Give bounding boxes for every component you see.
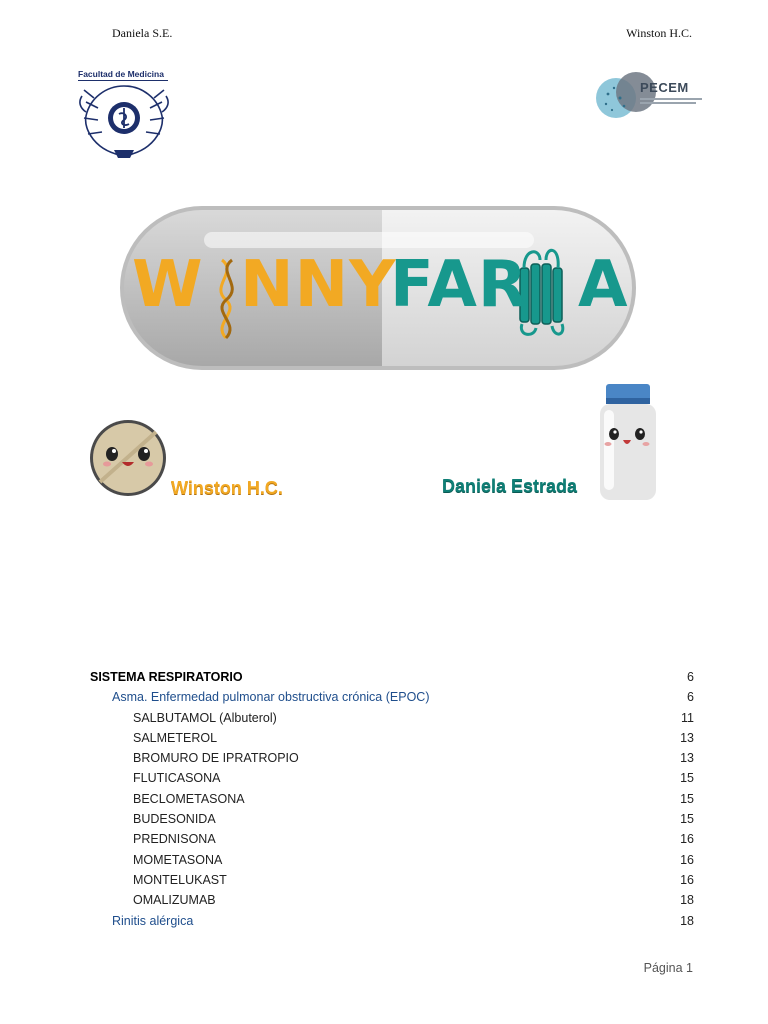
toc-entry-page: 16 bbox=[680, 872, 694, 887]
toc-entry-label[interactable]: SALBUTAMOL (Albuterol) bbox=[133, 710, 277, 725]
pecem-logo-text: PECEM bbox=[640, 80, 689, 95]
toc-entry[interactable] bbox=[90, 810, 694, 830]
toc-entry-page: 6 bbox=[687, 690, 694, 705]
toc-entry-label[interactable]: SISTEMA RESPIRATORIO bbox=[90, 670, 243, 684]
toc-entry-label[interactable]: SALMETEROL bbox=[133, 730, 218, 745]
header-right-author: Winston H.C. bbox=[626, 26, 692, 40]
banner-letters-w: W bbox=[132, 248, 204, 322]
toc-entry-label[interactable]: MOMETASONA bbox=[133, 852, 223, 867]
toc-entry[interactable] bbox=[90, 668, 694, 688]
banner-letters-a: A bbox=[578, 248, 629, 322]
toc-entry[interactable] bbox=[90, 769, 694, 789]
author-name-winston: Winston H.C. bbox=[171, 478, 283, 498]
toc-entry[interactable] bbox=[90, 749, 694, 769]
banner-letters-nny: NNY bbox=[240, 248, 397, 322]
toc-entry-label[interactable]: Rinitis alérgica bbox=[112, 913, 194, 928]
toc-entry-label[interactable]: BECLOMETASONA bbox=[133, 791, 245, 806]
faculty-logo-title: Facultad de Medicina bbox=[78, 69, 164, 79]
toc-entry-page: 15 bbox=[680, 791, 694, 806]
page-number: Página 1 bbox=[643, 961, 693, 975]
toc-entry[interactable] bbox=[90, 830, 694, 850]
toc-entry-page: 16 bbox=[680, 852, 694, 867]
toc-entry-label[interactable]: OMALIZUMAB bbox=[133, 893, 216, 908]
toc-entry-label[interactable]: FLUTICASONA bbox=[133, 771, 221, 786]
toc-entry[interactable] bbox=[90, 688, 694, 708]
toc-entry-page: 11 bbox=[681, 710, 694, 725]
toc-entry-page: 13 bbox=[680, 751, 694, 766]
toc-entry[interactable] bbox=[90, 851, 694, 871]
toc-entry[interactable] bbox=[90, 729, 694, 749]
toc-entry-page: 16 bbox=[680, 832, 694, 847]
toc-entry-label[interactable]: BUDESONIDA bbox=[133, 812, 216, 827]
toc-entry-label[interactable]: Asma. Enfermedad pulmonar obstructiva crónica (EPOC) bbox=[112, 690, 430, 705]
table-of-contents bbox=[90, 668, 694, 932]
author-name-daniela: Daniela Estrada bbox=[442, 476, 578, 496]
toc-entry-label[interactable]: PREDNISONA bbox=[133, 832, 216, 847]
toc-entry-label[interactable]: MONTELUKAST bbox=[133, 872, 227, 887]
toc-entry-page: 18 bbox=[680, 913, 694, 928]
toc-entry-page: 18 bbox=[680, 893, 694, 908]
faculty-seal-logo bbox=[76, 68, 172, 162]
toc-entry[interactable] bbox=[90, 912, 694, 932]
toc-entry-page: 13 bbox=[680, 730, 694, 745]
toc-entry[interactable] bbox=[90, 709, 694, 729]
banner-letters-far: FAR bbox=[390, 248, 529, 322]
toc-entry-page: 15 bbox=[680, 812, 694, 827]
tablet-character-illustration bbox=[88, 418, 168, 498]
toc-entry-page: 6 bbox=[687, 670, 694, 684]
toc-entry-label[interactable]: BROMURO DE IPRATROPIO bbox=[133, 751, 299, 766]
toc-entry[interactable] bbox=[90, 871, 694, 891]
toc-entry[interactable] bbox=[90, 790, 694, 810]
header-left-author: Daniela S.E. bbox=[112, 26, 173, 40]
toc-entry-page: 15 bbox=[680, 771, 694, 786]
toc-entry[interactable] bbox=[90, 891, 694, 911]
pecem-logo bbox=[594, 68, 706, 122]
pill-bottle-character-illustration bbox=[596, 384, 660, 502]
